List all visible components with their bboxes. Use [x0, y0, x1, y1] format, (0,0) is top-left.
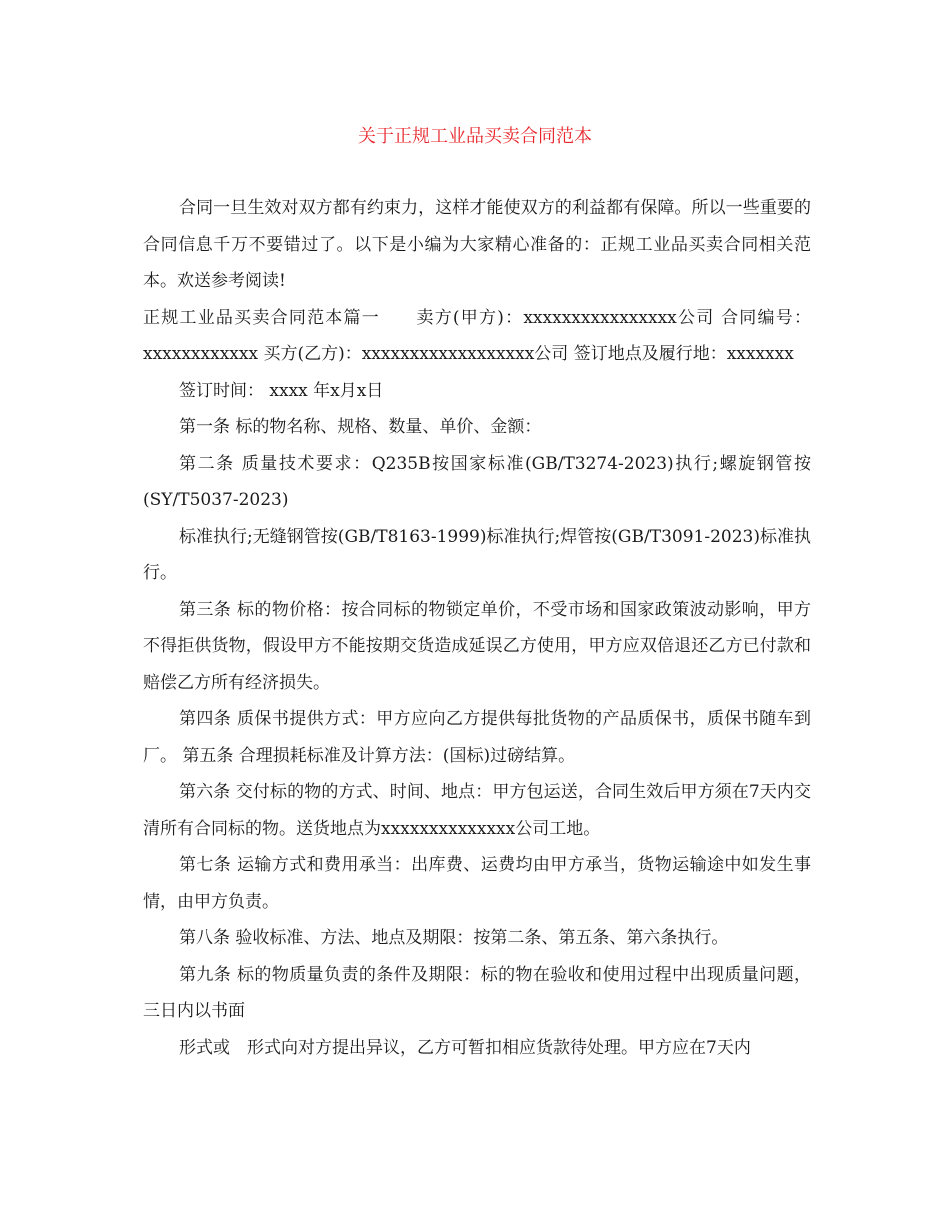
document-title: 关于正规工业品买卖合同范本: [358, 126, 592, 147]
paragraph-article-2: 第二条 质量技术要求：Q235B按国家标准(GB/T3274-2023)执行;螺旋钢管按(SY/T5037-2023): [143, 453, 811, 510]
paragraph-intro: 合同一旦生效对双方都有约束力，这样才能使双方的利益都有保障。所以一些重要的合同信息千万不要错过了。以下是小编为大家精心准备的：正规工业品买卖合同相关范本。欢送参考阅读!: [143, 198, 811, 291]
paragraph-article-4-5: 第四条 质保书提供方式：甲方应向乙方提供每批货物的产品质保书，质保书随车到厂。 第五条 合理损耗标准及计算方法：(国标)过磅结算。: [143, 709, 811, 766]
paragraph-article-2-cont: 标准执行;无缝钢管按(GB/T8163-1999)标准执行;焊管按(GB/T3091-2023)标准执行。: [143, 526, 811, 583]
paragraph-article-6: 第六条 交付标的物的方式、时间、地点：甲方包运送，合同生效后甲方须在7天内交清所有合同标的物。送货地点为xxxxxxxxxxxxxx公司工地。: [143, 782, 811, 839]
document-body: [143, 190, 811, 1066]
paragraph-article-3: 第三条 标的物价格：按合同标的物锁定单价，不受市场和国家政策波动影响，甲方不得拒供货物，假设甲方不能按期交货造成延误乙方使用，甲方应双倍退还乙方已付款和赔偿乙方所有经济损失。: [143, 599, 811, 693]
paragraph-article-9-cont: 形式或 形式向对方提出异议，乙方可暂扣相应货款待处理。甲方应在7天内: [179, 1037, 751, 1058]
paragraph-article-8: 第八条 验收标准、方法、地点及期限：按第二条、第五条、第六条执行。: [179, 928, 729, 948]
paragraph-signing-date: 签订时间： xxxx 年x月x日: [179, 380, 384, 401]
paragraph-article-1: 第一条 标的物名称、规格、数量、单价、金额：: [179, 417, 542, 437]
paragraph-article-7: 第七条 运输方式和费用承当：出库费、运费均由甲方承当，货物运输途中如发生事情，由甲方负责。: [143, 855, 811, 912]
paragraph-parties: 正规工业品买卖合同范本篇一 卖方(甲方)：xxxxxxxxxxxxxxxx公司 合同编号：xxxxxxxxxxxx 买方(乙方)：xxxxxxxxxxxxxxxxxx公司 签订地点及履行地：xxxxxxx: [143, 307, 811, 364]
paragraph-article-9: 第九条 标的物质量负责的条件及期限：标的物在验收和使用过程中出现质量问题，三日内以书面: [143, 964, 811, 1021]
